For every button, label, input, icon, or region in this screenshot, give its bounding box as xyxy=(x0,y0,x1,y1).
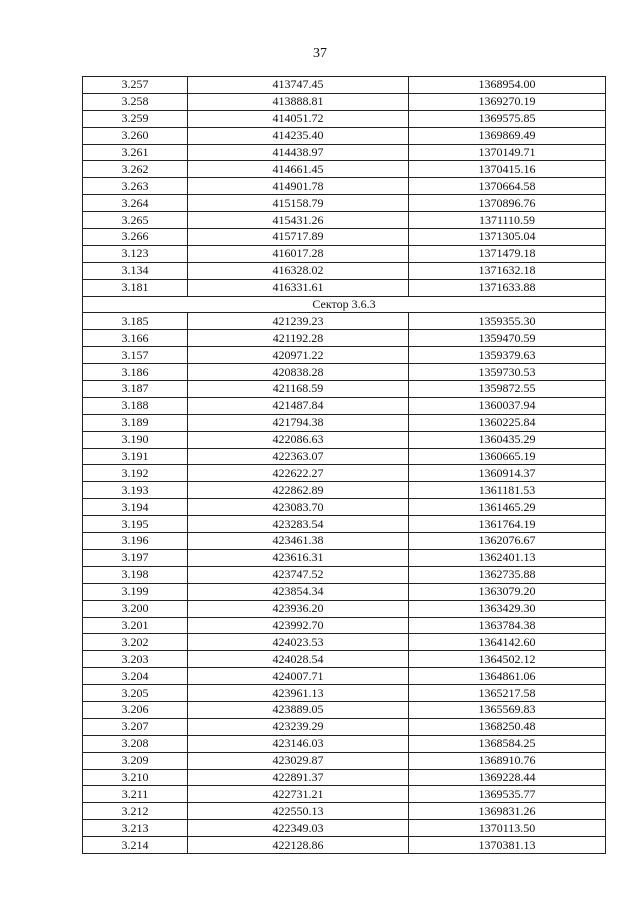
x-coordinate-cell: 413747.45 xyxy=(188,77,409,94)
point-number-cell: 3.259 xyxy=(83,110,188,127)
point-number-cell: 3.266 xyxy=(83,229,188,246)
point-number-cell: 3.185 xyxy=(83,313,188,330)
x-coordinate-cell: 414661.45 xyxy=(188,161,409,178)
x-coordinate-cell: 414235.40 xyxy=(188,127,409,144)
point-number-cell: 3.264 xyxy=(83,195,188,212)
point-number-cell: 3.134 xyxy=(83,262,188,279)
table-row xyxy=(83,178,606,195)
y-coordinate-cell: 1370664.58 xyxy=(409,178,606,195)
table-row xyxy=(83,566,606,583)
point-number-cell: 3.190 xyxy=(83,431,188,448)
table-row xyxy=(83,279,606,296)
table-row xyxy=(83,735,606,752)
y-coordinate-cell: 1359379.63 xyxy=(409,347,606,364)
y-coordinate-cell: 1371305.04 xyxy=(409,229,606,246)
y-coordinate-cell: 1364142.60 xyxy=(409,634,606,651)
x-coordinate-cell: 423961.13 xyxy=(188,685,409,702)
y-coordinate-cell: 1371633.88 xyxy=(409,279,606,296)
page-number: 37 xyxy=(313,46,327,61)
point-number-cell: 3.210 xyxy=(83,769,188,786)
point-number-cell: 3.212 xyxy=(83,803,188,820)
x-coordinate-cell: 422622.27 xyxy=(188,465,409,482)
x-coordinate-cell: 421239.23 xyxy=(188,313,409,330)
table-row xyxy=(83,245,606,262)
y-coordinate-cell: 1360225.84 xyxy=(409,414,606,431)
table-row xyxy=(83,533,606,550)
table-row xyxy=(83,414,606,431)
sector-header-group xyxy=(83,296,606,313)
table-row xyxy=(83,752,606,769)
table-row xyxy=(83,516,606,533)
table-row xyxy=(83,600,606,617)
x-coordinate-cell: 423083.70 xyxy=(188,499,409,516)
y-coordinate-cell: 1359872.55 xyxy=(409,381,606,398)
table-row xyxy=(83,144,606,161)
point-number-cell: 3.258 xyxy=(83,93,188,110)
point-number-cell: 3.200 xyxy=(83,600,188,617)
table-row xyxy=(83,195,606,212)
point-number-cell: 3.206 xyxy=(83,701,188,718)
point-number-cell: 3.192 xyxy=(83,465,188,482)
table-row xyxy=(83,820,606,837)
y-coordinate-cell: 1359730.53 xyxy=(409,364,606,381)
table-row xyxy=(83,701,606,718)
x-coordinate-cell: 415158.79 xyxy=(188,195,409,212)
table-body-lower xyxy=(83,313,606,854)
y-coordinate-cell: 1361181.53 xyxy=(409,482,606,499)
point-number-cell: 3.203 xyxy=(83,651,188,668)
x-coordinate-cell: 422891.37 xyxy=(188,769,409,786)
point-number-cell: 3.188 xyxy=(83,397,188,414)
y-coordinate-cell: 1364502.12 xyxy=(409,651,606,668)
table-row xyxy=(83,330,606,347)
point-number-cell: 3.166 xyxy=(83,330,188,347)
point-number-cell: 3.197 xyxy=(83,549,188,566)
table-row xyxy=(83,93,606,110)
point-number-cell: 3.194 xyxy=(83,499,188,516)
x-coordinate-cell: 413888.81 xyxy=(188,93,409,110)
x-coordinate-cell: 416328.02 xyxy=(188,262,409,279)
y-coordinate-cell: 1360914.37 xyxy=(409,465,606,482)
point-number-cell: 3.214 xyxy=(83,837,188,854)
table-row xyxy=(83,262,606,279)
table-row xyxy=(83,347,606,364)
y-coordinate-cell: 1369831.26 xyxy=(409,803,606,820)
table-row xyxy=(83,549,606,566)
point-number-cell: 3.205 xyxy=(83,685,188,702)
y-coordinate-cell: 1368910.76 xyxy=(409,752,606,769)
point-number-cell: 3.209 xyxy=(83,752,188,769)
table-row xyxy=(83,668,606,685)
y-coordinate-cell: 1369228.44 xyxy=(409,769,606,786)
x-coordinate-cell: 423146.03 xyxy=(188,735,409,752)
y-coordinate-cell: 1364861.06 xyxy=(409,668,606,685)
table-row xyxy=(83,499,606,516)
point-number-cell: 3.204 xyxy=(83,668,188,685)
y-coordinate-cell: 1368954.00 xyxy=(409,77,606,94)
x-coordinate-cell: 424023.53 xyxy=(188,634,409,651)
x-coordinate-cell: 423239.29 xyxy=(188,718,409,735)
table-row xyxy=(83,364,606,381)
point-number-cell: 3.202 xyxy=(83,634,188,651)
x-coordinate-cell: 416331.61 xyxy=(188,279,409,296)
y-coordinate-cell: 1362401.13 xyxy=(409,549,606,566)
y-coordinate-cell: 1360037.94 xyxy=(409,397,606,414)
y-coordinate-cell: 1371632.18 xyxy=(409,262,606,279)
y-coordinate-cell: 1370113.50 xyxy=(409,820,606,837)
y-coordinate-cell: 1365569.83 xyxy=(409,701,606,718)
table-row xyxy=(83,110,606,127)
x-coordinate-cell: 422363.07 xyxy=(188,448,409,465)
y-coordinate-cell: 1370415.16 xyxy=(409,161,606,178)
x-coordinate-cell: 421168.59 xyxy=(188,381,409,398)
x-coordinate-cell: 422086.63 xyxy=(188,431,409,448)
x-coordinate-cell: 421192.28 xyxy=(188,330,409,347)
point-number-cell: 3.257 xyxy=(83,77,188,94)
table-row xyxy=(83,482,606,499)
point-number-cell: 3.213 xyxy=(83,820,188,837)
y-coordinate-cell: 1369575.85 xyxy=(409,110,606,127)
y-coordinate-cell: 1370149.71 xyxy=(409,144,606,161)
table-row xyxy=(83,651,606,668)
table-row xyxy=(83,212,606,229)
y-coordinate-cell: 1359355.30 xyxy=(409,313,606,330)
table-body-upper xyxy=(83,77,606,297)
table-row xyxy=(83,634,606,651)
x-coordinate-cell: 423029.87 xyxy=(188,752,409,769)
table-row xyxy=(83,617,606,634)
x-coordinate-cell: 423936.20 xyxy=(188,600,409,617)
point-number-cell: 3.157 xyxy=(83,347,188,364)
table-row xyxy=(83,313,606,330)
x-coordinate-cell: 424028.54 xyxy=(188,651,409,668)
x-coordinate-cell: 416017.28 xyxy=(188,245,409,262)
y-coordinate-cell: 1369535.77 xyxy=(409,786,606,803)
x-coordinate-cell: 421487.84 xyxy=(188,397,409,414)
point-number-cell: 3.260 xyxy=(83,127,188,144)
y-coordinate-cell: 1368584.25 xyxy=(409,735,606,752)
y-coordinate-cell: 1363784.38 xyxy=(409,617,606,634)
table-row xyxy=(83,161,606,178)
x-coordinate-cell: 414438.97 xyxy=(188,144,409,161)
y-coordinate-cell: 1360435.29 xyxy=(409,431,606,448)
point-number-cell: 3.265 xyxy=(83,212,188,229)
y-coordinate-cell: 1363079.20 xyxy=(409,583,606,600)
y-coordinate-cell: 1371479.18 xyxy=(409,245,606,262)
x-coordinate-cell: 422349.03 xyxy=(188,820,409,837)
y-coordinate-cell: 1368250.48 xyxy=(409,718,606,735)
point-number-cell: 3.208 xyxy=(83,735,188,752)
table-row xyxy=(83,448,606,465)
table-row xyxy=(83,127,606,144)
x-coordinate-cell: 420971.22 xyxy=(188,347,409,364)
y-coordinate-cell: 1371110.59 xyxy=(409,212,606,229)
y-coordinate-cell: 1360665.19 xyxy=(409,448,606,465)
point-number-cell: 3.186 xyxy=(83,364,188,381)
y-coordinate-cell: 1359470.59 xyxy=(409,330,606,347)
point-number-cell: 3.262 xyxy=(83,161,188,178)
y-coordinate-cell: 1369869.49 xyxy=(409,127,606,144)
point-number-cell: 3.193 xyxy=(83,482,188,499)
x-coordinate-cell: 414051.72 xyxy=(188,110,409,127)
point-number-cell: 3.198 xyxy=(83,566,188,583)
point-number-cell: 3.123 xyxy=(83,245,188,262)
x-coordinate-cell: 414901.78 xyxy=(188,178,409,195)
point-number-cell: 3.181 xyxy=(83,279,188,296)
table-row xyxy=(83,786,606,803)
x-coordinate-cell: 423992.70 xyxy=(188,617,409,634)
sector-label: Сектор 3.6.3 xyxy=(83,296,606,313)
point-number-cell: 3.189 xyxy=(83,414,188,431)
x-coordinate-cell: 420838.28 xyxy=(188,364,409,381)
y-coordinate-cell: 1370381.13 xyxy=(409,837,606,854)
x-coordinate-cell: 422731.21 xyxy=(188,786,409,803)
sector-header-row xyxy=(83,296,606,313)
point-number-cell: 3.263 xyxy=(83,178,188,195)
x-coordinate-cell: 423616.31 xyxy=(188,549,409,566)
point-number-cell: 3.196 xyxy=(83,533,188,550)
point-number-cell: 3.211 xyxy=(83,786,188,803)
point-number-cell: 3.191 xyxy=(83,448,188,465)
x-coordinate-cell: 415431.26 xyxy=(188,212,409,229)
x-coordinate-cell: 422128.86 xyxy=(188,837,409,854)
x-coordinate-cell: 422550.13 xyxy=(188,803,409,820)
table-row xyxy=(83,397,606,414)
x-coordinate-cell: 415717.89 xyxy=(188,229,409,246)
y-coordinate-cell: 1363429.30 xyxy=(409,600,606,617)
y-coordinate-cell: 1362076.67 xyxy=(409,533,606,550)
y-coordinate-cell: 1362735.88 xyxy=(409,566,606,583)
x-coordinate-cell: 423283.54 xyxy=(188,516,409,533)
table-row xyxy=(83,769,606,786)
table-row xyxy=(83,465,606,482)
x-coordinate-cell: 423747.52 xyxy=(188,566,409,583)
x-coordinate-cell: 423889.05 xyxy=(188,701,409,718)
x-coordinate-cell: 424007.71 xyxy=(188,668,409,685)
table-row xyxy=(83,718,606,735)
table-row xyxy=(83,229,606,246)
y-coordinate-cell: 1370896.76 xyxy=(409,195,606,212)
x-coordinate-cell: 423854.34 xyxy=(188,583,409,600)
table-row xyxy=(83,381,606,398)
table-row xyxy=(83,77,606,94)
table-row xyxy=(83,803,606,820)
y-coordinate-cell: 1361465.29 xyxy=(409,499,606,516)
x-coordinate-cell: 421794.38 xyxy=(188,414,409,431)
table-row xyxy=(83,837,606,854)
point-number-cell: 3.195 xyxy=(83,516,188,533)
table-row xyxy=(83,583,606,600)
point-number-cell: 3.261 xyxy=(83,144,188,161)
x-coordinate-cell: 422862.89 xyxy=(188,482,409,499)
y-coordinate-cell: 1369270.19 xyxy=(409,93,606,110)
table-row xyxy=(83,431,606,448)
table-row xyxy=(83,685,606,702)
point-number-cell: 3.201 xyxy=(83,617,188,634)
coordinates-table xyxy=(82,76,606,854)
y-coordinate-cell: 1361764.19 xyxy=(409,516,606,533)
point-number-cell: 3.199 xyxy=(83,583,188,600)
point-number-cell: 3.187 xyxy=(83,381,188,398)
x-coordinate-cell: 423461.38 xyxy=(188,533,409,550)
point-number-cell: 3.207 xyxy=(83,718,188,735)
y-coordinate-cell: 1365217.58 xyxy=(409,685,606,702)
